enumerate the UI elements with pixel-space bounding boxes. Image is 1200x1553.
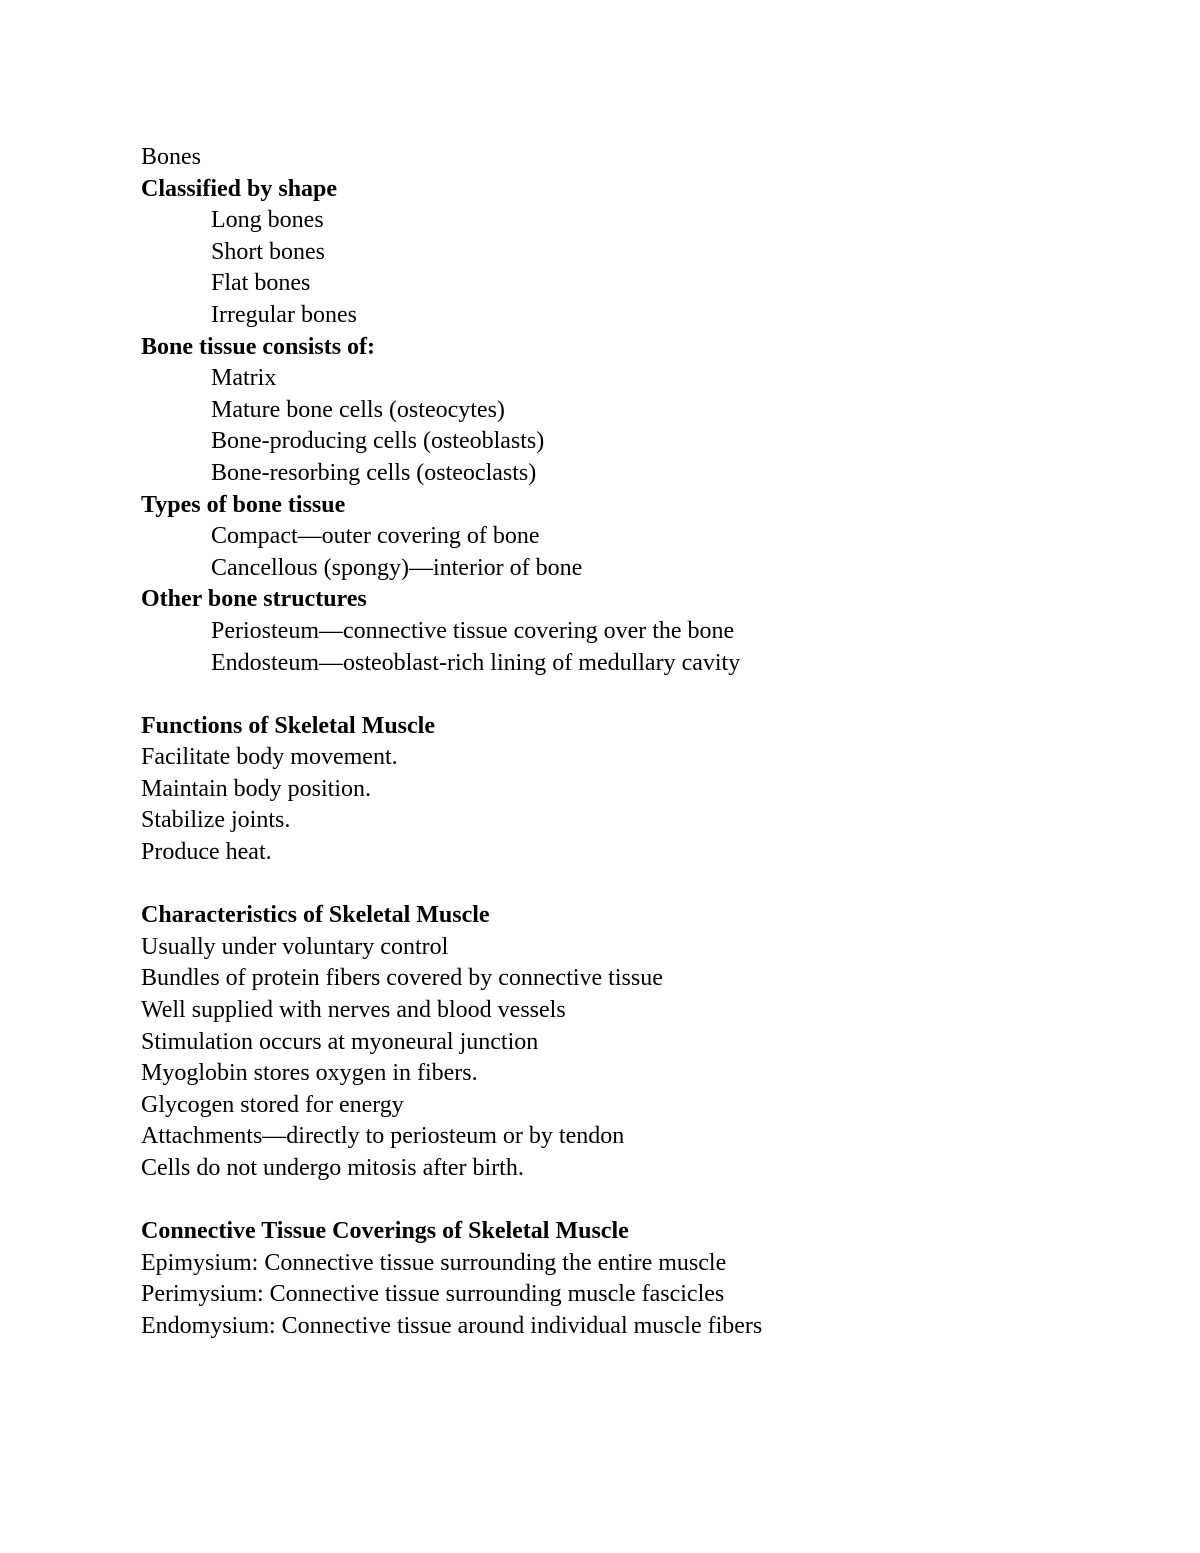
list-item: Stimulation occurs at myoneural junction bbox=[141, 1028, 539, 1055]
list-item: Produce heat. bbox=[141, 839, 272, 866]
list-item: Epimysium: Connective tissue surrounding the entire muscle bbox=[141, 1249, 727, 1276]
functions-heading: Functions of Skeletal Muscle bbox=[141, 712, 435, 739]
list-item: Stabilize joints. bbox=[141, 807, 291, 834]
list-item: Cancellous (spongy)—interior of bone bbox=[211, 554, 583, 581]
list-item: Myoglobin stores oxygen in fibers. bbox=[141, 1060, 478, 1087]
list-item: Matrix bbox=[211, 365, 277, 392]
list-item: Endosteum—osteoblast-rich lining of medullary cavity bbox=[211, 649, 741, 676]
list-item: Compact—outer covering of bone bbox=[211, 523, 540, 550]
list-item: Periosteum—connective tissue covering over the bone bbox=[211, 617, 735, 644]
blank-line bbox=[141, 869, 1141, 901]
list-item: Bundles of protein fibers covered by connective tissue bbox=[141, 965, 663, 992]
list-item: Perimysium: Connective tissue surrounding muscle fascicles bbox=[141, 1281, 725, 1308]
list-item: Bone-resorbing cells (osteoclasts) bbox=[211, 459, 537, 486]
list-item: Short bones bbox=[211, 238, 325, 265]
list-item: Usually under voluntary control bbox=[141, 933, 449, 960]
list-item: Irregular bones bbox=[211, 301, 357, 328]
blank-line bbox=[141, 679, 1141, 711]
types-of-bone-tissue-heading: Types of bone tissue bbox=[141, 491, 346, 518]
list-item: Glycogen stored for energy bbox=[141, 1091, 404, 1118]
list-item: Cells do not undergo mitosis after birth. bbox=[141, 1155, 524, 1181]
list-item: Endomysium: Connective tissue around individual muscle fibers bbox=[141, 1312, 763, 1339]
document-body bbox=[141, 142, 1141, 1343]
list-item: Facilitate body movement. bbox=[141, 744, 398, 771]
list-item: Bone-producing cells (osteoblasts) bbox=[211, 428, 545, 455]
coverings-heading: Connective Tissue Coverings of Skeletal Muscle bbox=[141, 1218, 629, 1245]
bone-tissue-heading: Bone tissue consists of: bbox=[141, 333, 376, 360]
classified-by-shape-heading: Classified by shape bbox=[141, 175, 338, 202]
other-bone-structures-heading: Other bone structures bbox=[141, 586, 367, 613]
list-item: Long bones bbox=[211, 207, 324, 234]
list-item: Well supplied with nerves and blood vessels bbox=[141, 997, 566, 1024]
bones-title: Bones bbox=[141, 144, 201, 170]
list-item: Attachments—directly to periosteum or by tendon bbox=[141, 1123, 625, 1150]
blank-line bbox=[141, 1185, 1141, 1217]
characteristics-heading: Characteristics of Skeletal Muscle bbox=[141, 902, 490, 929]
list-item: Flat bones bbox=[211, 270, 311, 297]
list-item: Mature bone cells (osteocytes) bbox=[211, 396, 505, 423]
list-item: Maintain body position. bbox=[141, 775, 371, 802]
